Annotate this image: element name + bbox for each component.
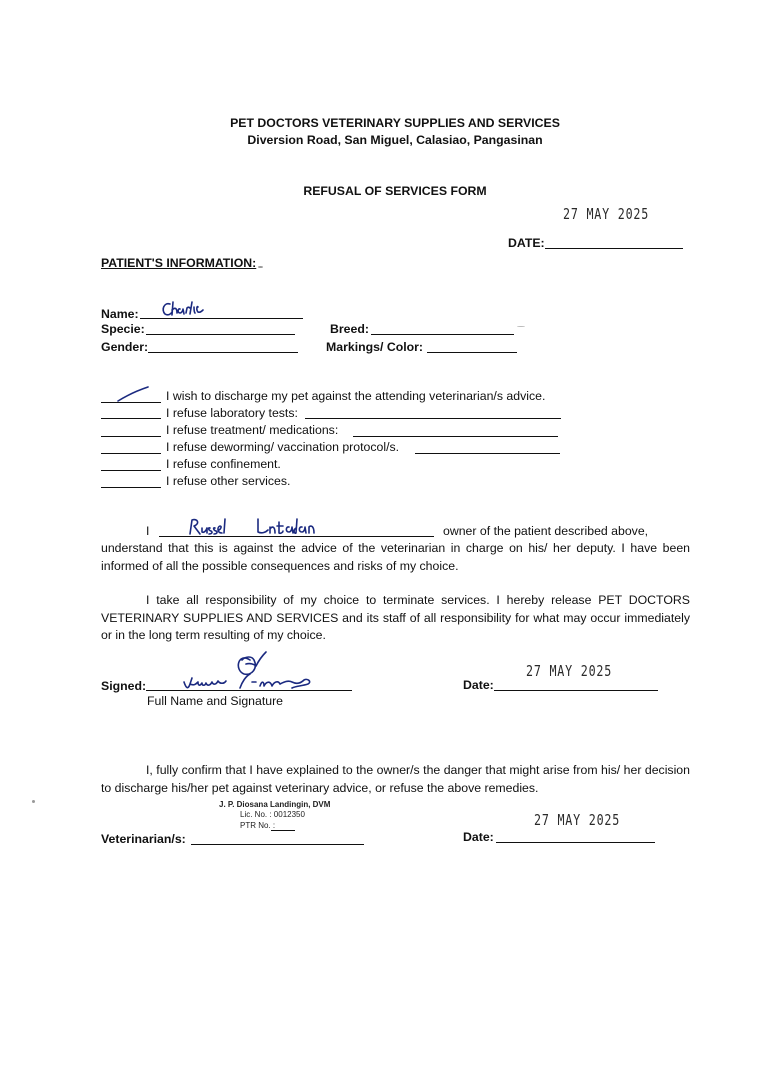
clinic-address: Diversion Road, San Miguel, Calasiao, Pangasinan [247,133,543,147]
option-blank-confinement[interactable] [101,470,161,471]
veterinarian-label: Veterinarian/s: [101,832,186,846]
deworming-detail-field[interactable] [415,453,560,454]
option-check-mark [114,386,154,404]
option-discharge: I wish to discharge my pet against the attending veterinarian/s advice. [166,389,546,403]
option-treatment: I refuse treatment/ medications: [166,423,339,437]
scan-speck [258,266,263,268]
date-line-top[interactable] [545,248,683,249]
name-label: Name: [101,307,139,321]
date-stamp-vet: 27 MAY 2025 [534,811,621,829]
gender-label: Gender: [101,340,149,354]
para1-rest: understand that this is against the advice of the veterinarian in charge on his/ her deputy. I have been informed of all the possible consequences and risks of my choice. [101,541,690,573]
date-field-vet[interactable] [496,842,655,843]
option-lab: I refuse laboratory tests: [166,406,298,420]
lab-detail-field[interactable] [305,418,561,419]
option-blank-treatment[interactable] [101,436,161,437]
paragraph-2: I take all responsibility of my choice to terminate services. I hereby release PET DOCTORS VETERINARY SUPPLIES AND SERVICES and its staff of all responsibility for what may occur immediately or in the long term resulting of my choice. [101,593,690,642]
scan-speck [32,800,35,803]
name-handwriting [160,300,220,320]
signature-caption: Full Name and Signature [147,694,284,708]
option-blank-other[interactable] [101,487,161,488]
markings-field[interactable] [427,352,517,353]
option-other: I refuse other services. [166,474,291,488]
option-deworming: I refuse deworming/ vaccination protocol/s. [166,440,400,454]
para1-line1-suffix: owner of the patient described above, [443,524,649,538]
option-blank-lab[interactable] [101,418,161,419]
markings-label: Markings/ Color: [326,340,424,354]
owner-signature [180,648,330,698]
vet-stamp-ptr: PTR No. : [240,821,276,830]
specie-field[interactable] [146,334,295,335]
paragraph-3: I, fully confirm that I have explained to the owner/s the danger that might arise from his/ her decision to discharge his/her pet against veterinary advice, or refuse the above remedies. [101,763,690,795]
gender-field[interactable] [148,352,298,353]
date-stamp-top: 27 MAY 2025 [563,205,650,223]
date-label-top: DATE: [508,236,545,250]
form-title: REFUSAL OF SERVICES FORM [303,184,487,198]
owner-name-handwriting [186,516,326,540]
veterinarian-field[interactable] [191,844,364,845]
date-label-signed: Date: [463,678,494,692]
date-stamp-signed: 27 MAY 2025 [526,662,613,680]
vet-stamp-ptr-line [271,830,295,831]
treatment-detail-field[interactable] [353,436,558,437]
para1-prefix: I [146,524,150,538]
vet-stamp-name: J. P. Diosana Landingin, DVM [219,800,331,809]
date-label-vet: Date: [463,830,494,844]
clinic-name: PET DOCTORS VETERINARY SUPPLIES AND SERVICES [230,116,560,130]
breed-field[interactable] [371,334,514,335]
signed-label: Signed: [101,679,147,693]
breed-label: Breed: [330,322,369,336]
date-field-signed[interactable] [494,690,658,691]
option-confinement: I refuse confinement. [166,457,281,471]
option-blank-deworming[interactable] [101,453,161,454]
specie-label: Specie: [101,322,145,336]
vet-stamp-license: Lic. No. : 0012350 [240,810,305,819]
patient-info-heading: PATIENT'S INFORMATION: [101,256,257,270]
scan-speck [517,326,525,327]
